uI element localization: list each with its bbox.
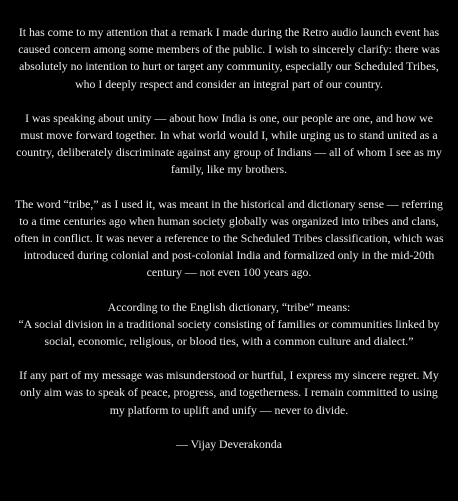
paragraph-clarification: It has come to my attention that a remark I made during the Retro audio launch event has caused concern among some members of the public. I wish to sincerely clarify: there was absolutely no intention to hurt or target any community, especially our Scheduled Tribes, who I deeply respect and consider an integral part of our country. — [18, 25, 440, 91]
paragraph-regret: If any part of my message was misunderstood or hurtful, I express my sincere regret. My only aim was to speak of peace, progress, and togetherness. I remain committed to using my platform to uplift and unify — never to divide. — [19, 368, 439, 417]
paragraph-dictionary-intro: According to the English dictionary, “tribe” means: — [107, 299, 351, 314]
signature: — Vijay Deverakonda — [176, 436, 282, 451]
paragraph-tribe-meaning: The word “tribe,” as I used it, was meant in the historical and dictionary sense — referring to a time centuries ago when human society globally was organized into tribes and clans, often in conflict. It was never a reference to the Scheduled Tribes classification, which was introduced during colonial and post-colonial India and formalized only in the mid-20th century — not even 100 years ago. — [14, 196, 444, 280]
paragraph-unity: I was speaking about unity — about how India is one, our people are one, and how we must move forward together. In what world would I, while urging us to stand united as a country, deliberately discriminate against any group of Indians — all of whom I see as my family, like my brothers. — [16, 110, 442, 177]
dictionary-definition-quote: “A social division in a traditional society consisting of families or communities linked by social, economic, religious, or blood ties, with a common culture and dialect.” — [18, 316, 440, 349]
